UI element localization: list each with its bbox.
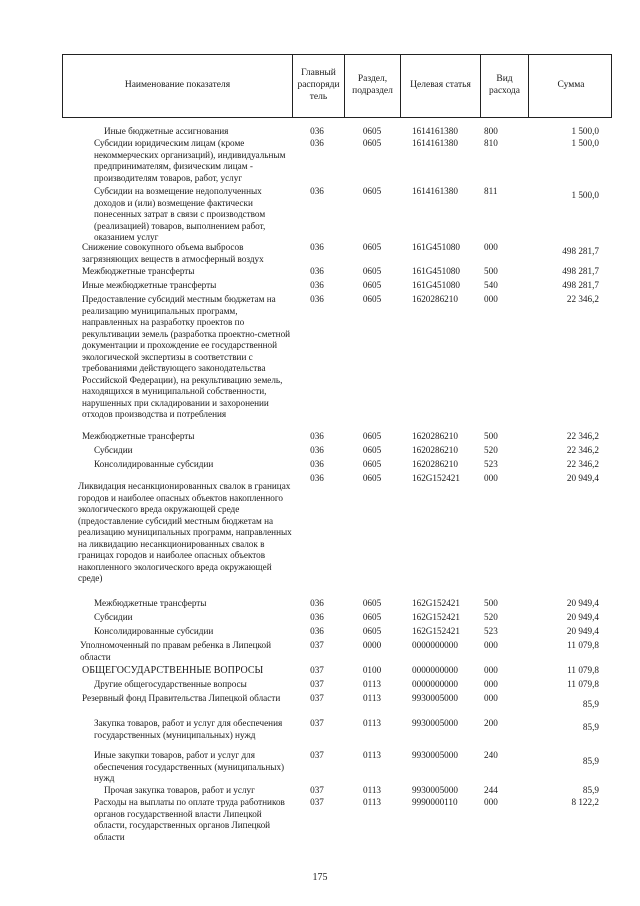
table-header: [62, 54, 612, 118]
row-razdel: 0605: [362, 431, 382, 441]
row-vid: 523: [484, 459, 498, 469]
row-glav: 036: [310, 473, 324, 483]
row-glav: 036: [310, 598, 324, 608]
row-razdel: 0113: [362, 679, 382, 689]
row-razdel: 0605: [362, 445, 382, 455]
row-sum: 498 281,7: [562, 280, 599, 290]
row-celevaya: 9930005000: [412, 750, 458, 760]
row-sum: 1 500,0: [571, 190, 599, 200]
row-name: Уполномоченный по правам ребенка в Липецкой области: [80, 640, 274, 662]
row-razdel: 0000: [362, 640, 382, 650]
row-celevaya: 1620286210: [412, 431, 458, 441]
row-celevaya: 161G451080: [412, 266, 460, 276]
row-vid: 520: [484, 445, 498, 455]
row-vid: 500: [484, 598, 498, 608]
row-sum: 20 949,4: [566, 626, 599, 636]
row-razdel: 0113: [362, 797, 382, 807]
row-vid: 244: [484, 785, 498, 795]
row-name: Закупка товаров, работ и услуг для обеспечения государственных (муниципальных) нужд: [94, 718, 285, 740]
row-celevaya: 162G152421: [412, 473, 460, 483]
row-name: Снижение совокупного объема выбросов загрязняющих веществ в атмосферный воздух: [82, 242, 264, 264]
row-razdel: 0113: [362, 750, 382, 760]
row-sum: 11 079,8: [567, 665, 599, 675]
row-celevaya: 161G451080: [412, 280, 460, 290]
row-glav: 036: [310, 294, 324, 304]
row-vid: 500: [484, 266, 498, 276]
row-vid: 523: [484, 626, 498, 636]
row-razdel: 0605: [362, 126, 382, 136]
row-razdel: 0100: [362, 665, 382, 675]
row-name: Предоставление субсидий местным бюджетам на реализацию муниципальных программ, направленных на разработку проектов по рекультивации земель (разработка проектно-сметной документации и прохождение ее государственной экологической экспертизы в соответствии с требованиями действующего законодательства Российской Федерации), на рекультивацию земель, находящихся в муниципальной собственности, нарушенных при складировании и захоронении отходов производства и потребления: [82, 294, 293, 419]
row-sum: 85,9: [582, 722, 599, 732]
row-sum: 11 079,8: [567, 640, 599, 650]
row-sum: 22 346,2: [566, 431, 599, 441]
row-sum: 85,9: [582, 699, 599, 709]
row-name: Межбюджетные трансферты: [82, 266, 195, 276]
row-name: Иные межбюджетные трансферты: [82, 280, 217, 290]
row-sum: 11 079,8: [567, 679, 599, 689]
row-celevaya: 0000000000: [412, 665, 458, 675]
row-vid: 811: [484, 186, 498, 196]
row-glav: 036: [310, 126, 324, 136]
row-razdel: 0605: [362, 280, 382, 290]
row-celevaya: 1614161380: [412, 186, 458, 196]
row-glav: 036: [310, 445, 324, 455]
header-razdel: Раздел, подраздел: [345, 55, 401, 117]
row-razdel: 0113: [362, 718, 382, 728]
row-celevaya: 161G451080: [412, 242, 460, 252]
row-sum: 1 500,0: [571, 138, 599, 148]
row-razdel: 0605: [362, 266, 382, 276]
row-sum: 20 949,4: [566, 598, 599, 608]
page-number: 175: [312, 872, 328, 883]
row-vid: 000: [484, 665, 498, 675]
row-celevaya: 162G152421: [412, 598, 460, 608]
row-vid: 200: [484, 718, 498, 728]
row-glav: 036: [310, 242, 324, 252]
row-name: Ликвидация несанкционированных свалок в границах городов и наиболее опасных объектов накопленного экологического вреда окружающей среде (предоставление субсидий местным бюджетам на реализацию муниципальных программ, направленных на ликвидацию несанкционированных свалок в границах городов и наиболее опасных объектов накопленного экологического вреда окружающей среде): [78, 481, 295, 583]
row-sum: 1 500,0: [571, 126, 599, 136]
row-razdel: 0605: [362, 294, 382, 304]
row-glav: 036: [310, 626, 324, 636]
row-vid: 000: [484, 473, 498, 483]
row-sum: 85,9: [582, 756, 599, 766]
row-name: Прочая закупка товаров, работ и услуг: [104, 785, 255, 795]
row-glav: 037: [310, 750, 324, 760]
row-glav: 036: [310, 612, 324, 622]
row-glav: 037: [310, 693, 324, 703]
row-name: Субсидии юридическим лицам (кроме некоммерческих организаций), индивидуальным предпринимателям, физическим лицам - производителям товаров, работ, услуг: [94, 138, 288, 183]
row-celevaya: 1620286210: [412, 294, 458, 304]
header-glav: Главный распоряди тель: [293, 55, 345, 117]
row-celevaya: 9930005000: [412, 718, 458, 728]
row-glav: 037: [310, 785, 324, 795]
row-celevaya: 1620286210: [412, 459, 458, 469]
row-name: Субсидии: [94, 445, 133, 455]
row-razdel: 0605: [362, 242, 382, 252]
row-glav: 036: [310, 280, 324, 290]
row-name: Другие общегосударственные вопросы: [94, 679, 247, 689]
row-razdel: 0605: [362, 626, 382, 636]
row-name: Расходы на выплаты по оплате труда работников органов государственной власти Липецкой области, государственных органов Липецкой области: [94, 797, 288, 842]
row-razdel: 0113: [362, 693, 382, 703]
row-razdel: 0605: [362, 598, 382, 608]
row-vid: 000: [484, 679, 498, 689]
row-name: Консолидированные субсидии: [94, 459, 214, 469]
row-celevaya: 1614161380: [412, 126, 458, 136]
row-glav: 037: [310, 718, 324, 728]
row-sum: 85,9: [582, 785, 599, 795]
row-name: Консолидированные субсидии: [94, 626, 214, 636]
row-name: Субсидии: [94, 612, 133, 622]
row-vid: 000: [484, 640, 498, 650]
row-glav: 036: [310, 138, 324, 148]
row-razdel: 0113: [362, 785, 382, 795]
row-name: Межбюджетные трансферты: [94, 598, 207, 608]
row-celevaya: 9930005000: [412, 785, 458, 795]
row-razdel: 0605: [362, 186, 382, 196]
row-sum: 498 281,7: [562, 246, 599, 256]
row-vid: 000: [484, 242, 498, 252]
row-celevaya: 0000000000: [412, 640, 458, 650]
row-name: Иные закупки товаров, работ и услуг для обеспечения государственных (муниципальных) нужд: [94, 750, 287, 783]
row-vid: 000: [484, 797, 498, 807]
row-glav: 037: [310, 640, 324, 650]
row-vid: 500: [484, 431, 498, 441]
row-razdel: 0605: [362, 138, 382, 148]
row-sum: 22 346,2: [566, 294, 599, 304]
header-celevaya: Целевая статья: [401, 55, 481, 117]
row-sum: 22 346,2: [566, 445, 599, 455]
row-sum: 20 949,4: [566, 612, 599, 622]
row-glav: 036: [310, 186, 324, 196]
row-celevaya: 162G152421: [412, 612, 460, 622]
row-vid: 520: [484, 612, 498, 622]
row-celevaya: 162G152421: [412, 626, 460, 636]
row-name: Субсидии на возмещение недополученных доходов и (или) возмещение фактически понесенных затрат в связи с производством (реализацией) товаров, выполнением работ, оказанием услуг: [94, 186, 268, 242]
row-glav: 036: [310, 431, 324, 441]
row-name: Резервный фонд Правительства Липецкой области: [82, 693, 281, 703]
row-celevaya: 9930005000: [412, 693, 458, 703]
row-celevaya: 9990000110: [412, 797, 458, 807]
row-vid: 540: [484, 280, 498, 290]
row-glav: 037: [310, 797, 324, 807]
row-razdel: 0605: [362, 612, 382, 622]
row-vid: 810: [484, 138, 498, 148]
row-name: Иные бюджетные ассигнования: [104, 126, 229, 136]
row-vid: 800: [484, 126, 498, 136]
row-celevaya: 1620286210: [412, 445, 458, 455]
row-razdel: 0605: [362, 473, 382, 483]
header-summa: Сумма: [557, 80, 585, 91]
row-glav: 036: [310, 266, 324, 276]
row-vid: 000: [484, 294, 498, 304]
row-glav: 036: [310, 459, 324, 469]
row-sum: 8 122,2: [571, 797, 599, 807]
row-name: Межбюджетные трансферты: [82, 431, 195, 441]
row-sum: 22 346,2: [566, 459, 599, 469]
row-celevaya: 1614161380: [412, 138, 458, 148]
row-glav: 037: [310, 679, 324, 689]
row-sum: 498 281,7: [562, 266, 599, 276]
row-celevaya: 0000000000: [412, 679, 458, 689]
row-vid: 240: [484, 750, 498, 760]
row-vid: 000: [484, 693, 498, 703]
header-name: Наименование показателя: [63, 55, 293, 117]
row-razdel: 0605: [362, 459, 382, 469]
row-glav: 037: [310, 665, 324, 675]
row-name: ОБЩЕГОСУДАРСТВЕННЫЕ ВОПРОСЫ: [82, 665, 264, 676]
row-sum: 20 949,4: [566, 473, 599, 483]
header-vid: Вид расхода: [481, 55, 529, 117]
